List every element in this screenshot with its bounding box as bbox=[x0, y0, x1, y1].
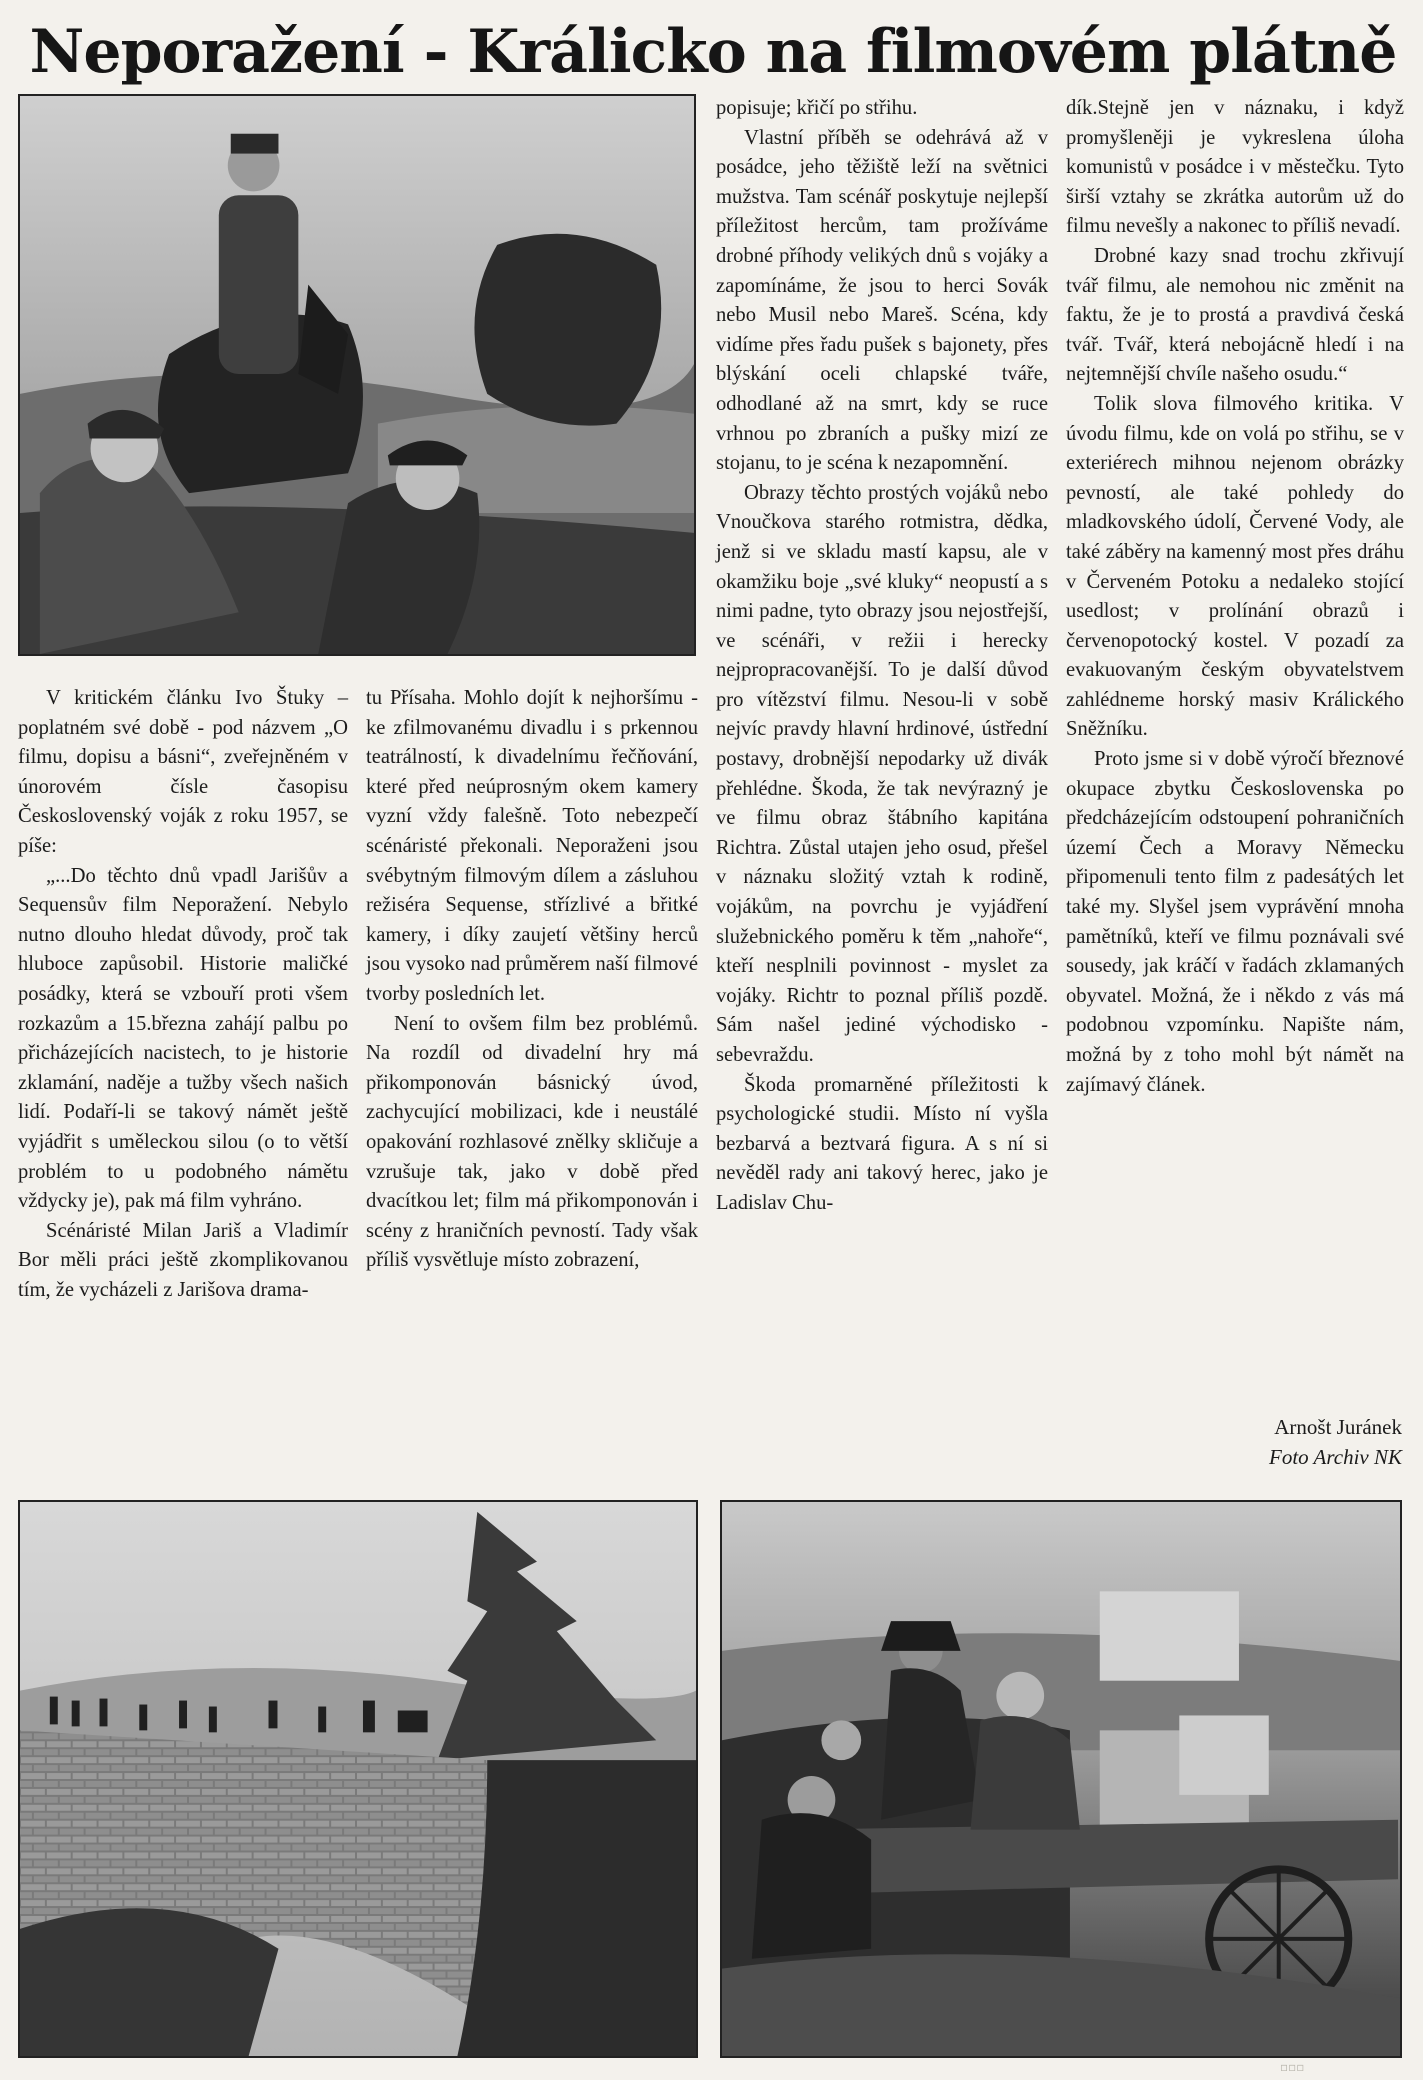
article-column-4 bbox=[1066, 94, 1404, 1100]
bridge-photo-illustration bbox=[20, 1502, 696, 2056]
horseman-photo-illustration bbox=[20, 96, 694, 654]
paragraph: popisuje; křičí po střihu. bbox=[716, 97, 918, 119]
scan-watermark: ▫▫▫ bbox=[1280, 2060, 1305, 2074]
paragraph: dík.Stejně jen v náznaku, i když promyšleněji je vykreslena úloha komunistů v posádce i v městečku. Tyto širší vztahy se zkrátka autorům už do filmu nevešly a nakonec to příliš nevadí. bbox=[1066, 97, 1404, 238]
film-still-evacuation-wagon bbox=[720, 1500, 1402, 2058]
paragraph: „...Do těchto dnů vpadl Jarišův a Sequensův film Neporažení. Nebylo nutno dlouho hledat důvody, proč tak hluboce zapůsobil. Historie maličké posádky, která se vzbouří proti všem rozkazům a 15.března zahájí palbu po přicházejících nacistech, to je historie zklamání, naděje a tužby všech našich lidí. Podaří-li se takový námět ještě vyjádřit s uměleckou silou (o to větší problém to u podobného námětu vždycky je), pak má film vyhráno. bbox=[18, 864, 348, 1213]
paragraph: V kritickém článku Ivo Štuky – poplatném své době - pod názvem „O filmu, dopisu a básni“, zveřejněném v únorovém čísle časopisu Československý voják z roku 1957, se píše: bbox=[18, 687, 348, 857]
photo-credit: Foto Archiv NK bbox=[1269, 1445, 1402, 1469]
paragraph: Drobné kazy snad trochu zkřivují tvář filmu, ale nemohou nic změnit na faktu, že je to prostá a pravdivá česká tvář. Tvář, která nebojácně hledí i na nejtemnější chvíle našeho osudu.“ bbox=[1066, 244, 1404, 386]
article-column-1 bbox=[18, 684, 348, 1305]
paragraph: tu Přísaha. Mohlo dojít k nejhoršímu - ke zfilmovanému divadlu i s prkennou teatrálností, k divadelnímu řečňování, které před neúprosným okem kamery vyzní vždy falešně. Toto nebezpečí scénáristé překonali. Neporaženi jsou svébytným filmovým dílem a zásluhou režiséra Sequense, střízlivé a břitké kamery, i díky zaujetí většiny herců jsou vysoko nad průměrem naší filmové tvorby posledních let. bbox=[366, 687, 698, 1005]
film-still-horseman bbox=[18, 94, 696, 656]
film-still-stone-bridge bbox=[18, 1500, 698, 2058]
paragraph: Není to ovšem film bez problémů. Na rozdíl od divadelní hry má přikomponován básnický úvod, zachycující mobilizaci, kde i neustálé opakování rozhlasové znělky skličuje a vzrušuje tak, jako v době před dvacítkou let; film má přikomponován i scény z hraničních pevností. Tady však příliš vysvětluje místo zobrazení, bbox=[366, 1012, 698, 1272]
paragraph: Vlastní příběh se odehrává až v posádce, jeho těžiště leží na světnici mužstva. Tam scénář poskytuje nejlepší příležitost hercům, tam prožíváme drobné příhody velikých dnů s vojáky a zapomínáme, že jsou to herci Sovák nebo Musil nebo Mareš. Scéna, kdy vidíme přes řadu pušek s bajonety, přes blýskání oceli chlapské tváře, odhodlané až na smrt, kdy se ruce vrhnou po zbraních a pušky mizí ze stojanu, to je scéna k nezapomnění. bbox=[716, 126, 1048, 475]
wagon-photo-illustration bbox=[722, 1502, 1400, 2056]
author-name: Arnošt Juránek bbox=[1274, 1415, 1402, 1439]
paragraph: Škoda promarněné příležitosti k psychologické studii. Místo ní vyšla bezbarvá a beztvará figura. A s ní si nevěděl rady ani takový herec, jako je Ladislav Chu- bbox=[716, 1073, 1048, 1214]
paragraph: Obrazy těchto prostých vojáků nebo Vnoučkova starého rotmistra, dědka, jenž si ve skladu mastí kapsu, ale v okamžiku boje „své kluky“ neopustí a s nimi padne, tyto obrazy jsou nejostřejší, ve scénáři, v režii i herecky nejpropracovanější. To je další důvod pro vítězství filmu. Nesou-li v sobě nejvíc pravdy hlavní hrdinové, ústřední postavy, drobnější nepodarky už divák přehlédne. Škoda, že tak nevýrazný je ve filmu obraz štábního kapitána Richtra. Zůstal utajen jeho osud, přešel v náznaku složitý vztah k rodině, vojákům, na povrchu je vyjádření služebnického poměru k těm „nahoře“, kteří nesplnili povinnost - myslet za vojáky. Richtr to poznal příliš pozdě. Sám našel jediné východisko - sebevraždu. bbox=[716, 481, 1048, 1066]
paragraph: Proto jsme si v době výročí březnové okupace zbytku Československa po předcházejícím odstoupení pohraničních území Čech a Moravy Německu připomenuli tento film z padesátých let také my. Slyšel jsem vyprávění mnoha pamětníků, kteří ve filmu poznávali své sousedy, jak kráčí v řadách zklamaných obyvatel. Možná, že i někdo z vás má podobnou vzpomínku. Napište nám, možná by z toho mohl být námět na zajímavý článek. bbox=[1066, 748, 1404, 1096]
article-column-3 bbox=[716, 94, 1048, 1219]
article-headline: Neporažení - Králicko na filmovém plátně bbox=[29, 17, 1397, 87]
paragraph: Tolik slova filmového kritika. V úvodu filmu, kde on volá po střihu, se v exteriérech mihnou nejenom obrázky pevností, ale také pohledy do mladkovského údolí, Červené Vody, ale také záběry na kamenný most přes dráhu v Červeném Potoku a nedaleko stojící usedlost; v prolínání obrazů i červenopotocký kostel. V pozadí za evakuovaným českým obyvatelstvem zahlédneme horský masiv Králického Sněžníku. bbox=[1066, 392, 1404, 741]
article-column-2 bbox=[366, 684, 698, 1276]
paragraph: Scénáristé Milan Jariš a Vladimír Bor měli práci ještě zkomplikovanou tím, že vycházeli z Jarišova drama- bbox=[18, 1219, 348, 1301]
